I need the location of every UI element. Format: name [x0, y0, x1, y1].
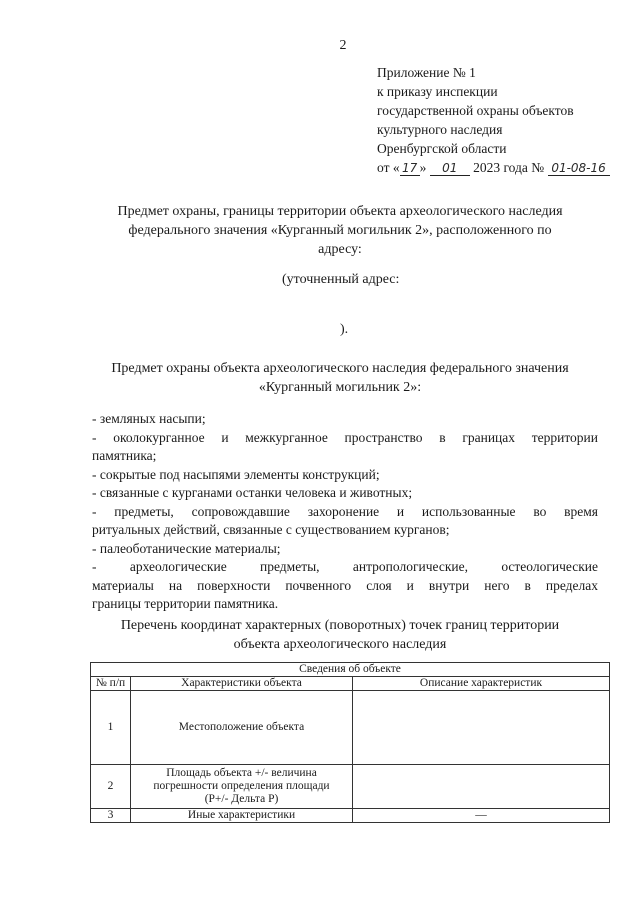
- list-item-cont: ритуальных действий, связанные с существованием курганов;: [92, 522, 450, 537]
- list-item: - археологические предметы, антропологические, остеологические: [92, 559, 598, 574]
- subject-line-1: Предмет охраны объекта археологического наследия федерального значения: [111, 361, 569, 376]
- subject-line-2: «Курганный могильник 2»:: [258, 380, 422, 395]
- list-item: - связанные с курганами останки человека и животных;: [92, 485, 413, 500]
- row-description: [353, 691, 610, 765]
- date-year: 2023 года №: [473, 160, 545, 175]
- row-characteristic: Местоположение объекта: [131, 691, 353, 765]
- row-number: 1: [91, 691, 131, 765]
- row-description: —: [353, 809, 610, 823]
- date-month: 01: [430, 161, 470, 176]
- page-number: 2: [339, 38, 347, 53]
- table-header: Сведения об объекте: [91, 663, 610, 677]
- date-day: 17: [400, 161, 420, 176]
- list-item-cont: границы территории памятника.: [92, 596, 279, 611]
- list-item-cont: материалы на поверхности почвенного слоя и внутри него в пределах: [92, 577, 598, 593]
- list-item-cont: памятника;: [92, 448, 157, 463]
- title-line-1: Предмет охраны, границы территории объекта археологического наследия: [117, 204, 563, 219]
- appendix-line-1: Приложение № 1: [377, 65, 476, 80]
- title-line-2: федерального значения «Курганный могильник 2», расположенного по: [128, 223, 552, 238]
- appendix-block: [377, 63, 610, 177]
- protection-items-list: [92, 410, 598, 614]
- coords-line-1: Перечень координат характерных (поворотных) точек границ территории: [120, 618, 560, 633]
- appendix-line-5: Оренбургской области: [377, 141, 507, 156]
- list-item: - земляных насыпи;: [92, 411, 206, 426]
- col-characteristic: Характеристики объекта: [131, 677, 353, 691]
- row-number: 2: [91, 765, 131, 809]
- appendix-line-3: государственной охраны объектов: [377, 103, 574, 118]
- row-characteristic: Иные характеристики: [131, 809, 353, 823]
- appendix-line-4: культурного наследия: [377, 122, 503, 137]
- date-mid: »: [419, 160, 427, 175]
- list-item: - палеоботанические материалы;: [92, 540, 281, 556]
- appendix-line-2: к приказу инспекции: [377, 84, 498, 99]
- list-item: - околокурганное и межкурганное пространство в границах территории: [92, 429, 598, 445]
- col-description: Описание характеристик: [353, 677, 610, 691]
- object-info-table: [90, 662, 610, 823]
- row-characteristic: Площадь объекта +/- величина погрешности определения площади (Р+/- Дельта Р): [131, 765, 353, 809]
- appendix-date-line: [377, 158, 610, 177]
- coords-line-2: объекта археологического наследия: [233, 637, 447, 652]
- title-line-3: адресу:: [318, 242, 362, 257]
- list-item: - сокрытые под насыпями элементы конструкций;: [92, 466, 380, 482]
- order-number: 01-08-16: [548, 161, 610, 176]
- table-row: [91, 765, 610, 809]
- date-prefix: от «: [377, 160, 400, 175]
- table-row: [91, 691, 610, 765]
- coords-heading: [90, 616, 590, 654]
- address-note: (уточненный адрес:: [282, 272, 400, 287]
- document-title: [90, 202, 590, 259]
- address-close: ).: [340, 322, 349, 337]
- row-description: [353, 765, 610, 809]
- subject-heading: [90, 359, 590, 397]
- row-number: 3: [91, 809, 131, 823]
- table-row: [91, 809, 610, 823]
- col-number: № п/п: [91, 677, 131, 691]
- list-item: - предметы, сопровождавшие захоронение и использованные во время: [92, 503, 598, 519]
